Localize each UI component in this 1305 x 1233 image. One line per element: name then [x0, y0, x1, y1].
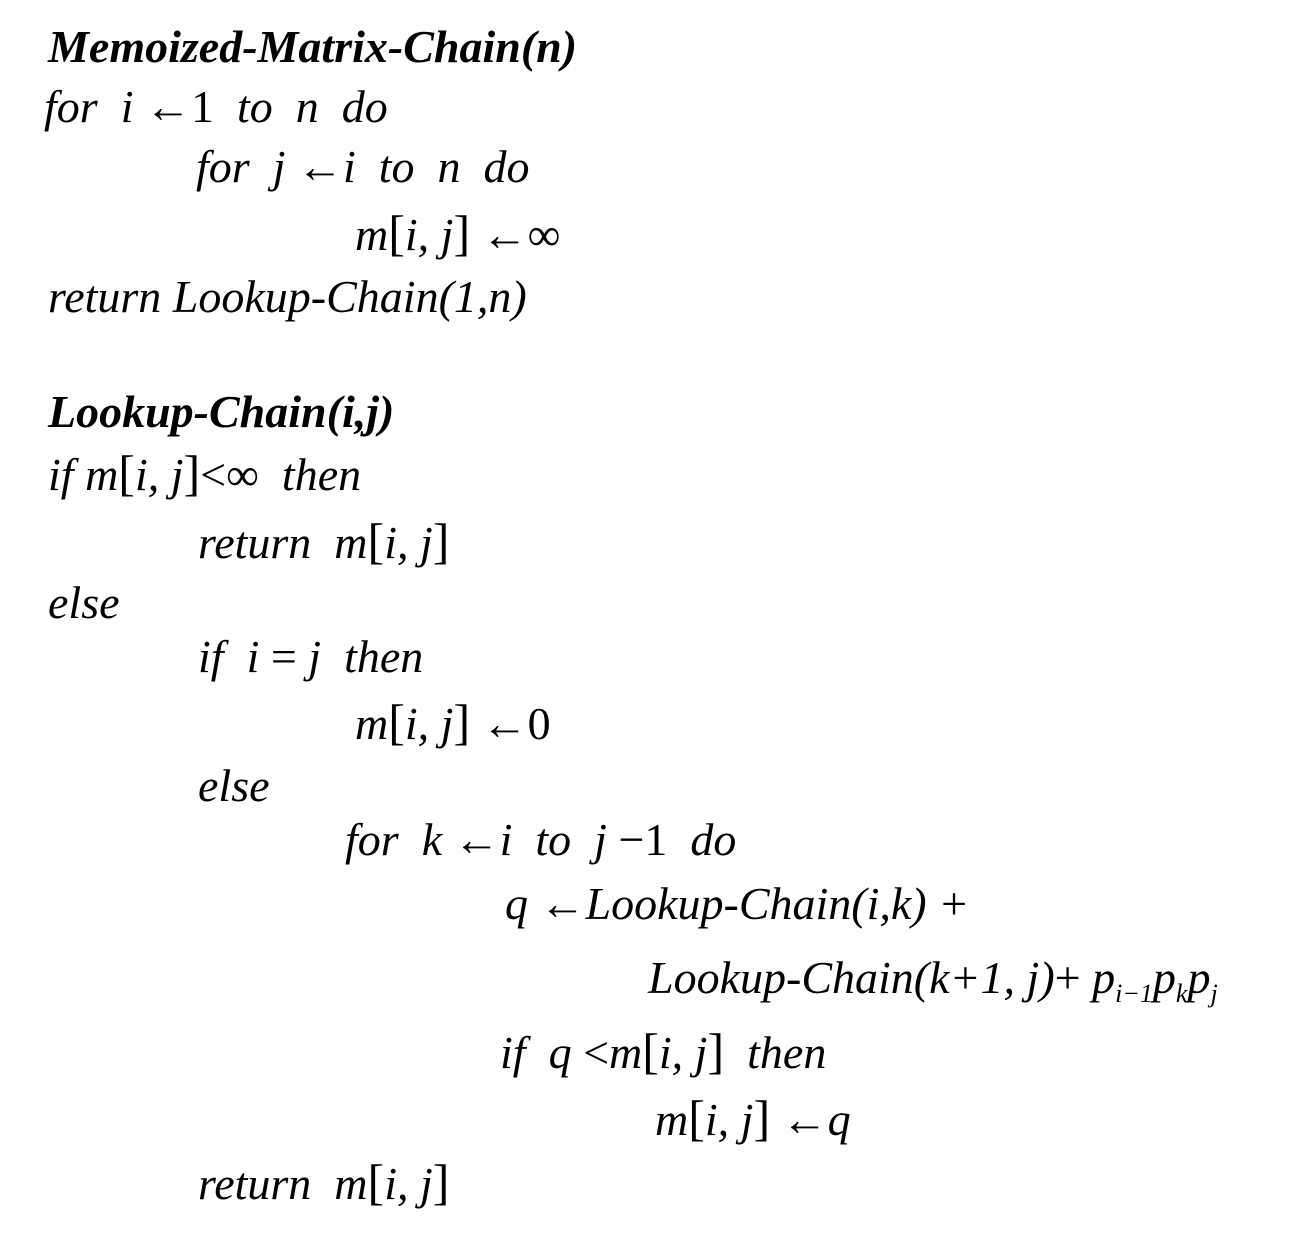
left-bracket: [ [688, 1090, 705, 1146]
algo1-title-text: Memoized-Matrix-Chain(n) [48, 21, 578, 72]
return-keyword: return [198, 517, 312, 568]
dimension-p-term [1187, 952, 1218, 1009]
algo2-if-base-case [198, 631, 424, 682]
left-bracket: [ [642, 1023, 659, 1079]
left-bracket: [ [367, 1154, 385, 1210]
dimension-p-term [1152, 952, 1188, 1009]
do-keyword: do [690, 814, 737, 865]
equals-symbol: = [270, 631, 297, 682]
right-bracket: ] [183, 445, 201, 501]
do-keyword: do [483, 141, 530, 192]
lookup-call-right: Lookup-Chain(k+1, j) [648, 952, 1055, 1003]
assign-arrow: ← [481, 698, 528, 749]
return-keyword: return [48, 271, 162, 322]
index-pair: i, j [404, 698, 454, 749]
algo1-title [48, 21, 578, 72]
index-pair: i, j [404, 209, 454, 260]
assign-arrow: ← [453, 814, 500, 865]
loop-end-j: j [594, 814, 607, 865]
p-subscript: i−1 [1115, 979, 1153, 1009]
assign-arrow: ← [296, 141, 343, 192]
lookup-call-left: Lookup-Chain(i,k) + [585, 878, 970, 929]
assign-arrow: ← [481, 209, 528, 260]
var-j: j [308, 631, 322, 682]
p-symbol: p [1152, 952, 1176, 1003]
index-pair: i, j [704, 1094, 754, 1145]
algo2-title-text: Lookup-Chain(i,j) [48, 386, 395, 437]
algo2-final-return [198, 1154, 450, 1210]
right-bracket: ] [453, 694, 471, 750]
algo2-else-inner [198, 760, 270, 811]
algo1-init-assignment [355, 205, 561, 261]
assign-arrow: ← [781, 1094, 828, 1145]
less-than-symbol: < [200, 449, 227, 500]
minus-symbol: − [618, 814, 645, 865]
infinity-symbol: ∞ [226, 449, 259, 500]
algo2-return-memo [198, 513, 450, 569]
right-bracket: ] [432, 513, 450, 569]
zero-value: 0 [527, 698, 551, 749]
index-pair: i, j [384, 517, 433, 568]
index-pair: i, j [384, 1158, 433, 1209]
var-q: q [505, 878, 528, 929]
algo2-else [48, 577, 120, 628]
p-symbol: p [1092, 952, 1116, 1003]
algo2-q-assignment-line1 [505, 878, 970, 929]
if-keyword: if [198, 631, 224, 682]
lookup-call: Lookup-Chain(1,n) [172, 271, 527, 322]
p-symbol: p [1187, 952, 1211, 1003]
matrix-m: m [85, 449, 119, 500]
assign-arrow: ← [144, 81, 191, 132]
loop-variable: k [421, 814, 443, 865]
var-q: q [548, 1027, 572, 1078]
matrix-m: m [355, 698, 389, 749]
for-keyword: for [345, 814, 399, 865]
right-bracket: ] [707, 1023, 725, 1079]
var-q: q [827, 1094, 851, 1145]
matrix-m: m [609, 1027, 643, 1078]
for-keyword: for [44, 81, 98, 132]
algo2-if-memo-check [48, 445, 362, 501]
algo2-for-split-loop [345, 814, 737, 865]
loop-variable: j [272, 141, 286, 192]
algo2-q-assignment-line2 [648, 952, 1218, 1009]
left-bracket: [ [367, 513, 385, 569]
else-keyword: else [198, 760, 270, 811]
matrix-m: m [655, 1094, 689, 1145]
then-keyword: then [747, 1027, 827, 1078]
less-than-symbol: < [583, 1027, 610, 1078]
plus-symbol: + [1054, 952, 1081, 1003]
return-keyword: return [198, 1158, 312, 1209]
index-pair: i, j [134, 449, 184, 500]
then-keyword: then [344, 631, 424, 682]
index-pair: i, j [658, 1027, 708, 1078]
algo1-return [48, 271, 527, 322]
algo2-assign-q [655, 1090, 851, 1146]
infinity-symbol: ∞ [527, 209, 561, 260]
p-subscript: k [1175, 979, 1188, 1009]
if-keyword: if [48, 449, 74, 500]
one-value: 1 [644, 814, 668, 865]
right-bracket: ] [753, 1090, 771, 1146]
right-bracket: ] [432, 1154, 450, 1210]
dimension-p-term [1092, 952, 1153, 1009]
do-keyword: do [341, 81, 388, 132]
algo1-outer-for-loop [44, 81, 388, 132]
loop-start: i [499, 814, 513, 865]
algo1-inner-for-loop [196, 141, 530, 192]
algo2-assign-zero [355, 694, 551, 750]
matrix-m: m [334, 517, 368, 568]
left-bracket: [ [388, 694, 405, 750]
to-keyword: to [378, 141, 415, 192]
algo2-title [48, 386, 395, 437]
loop-end: n [437, 141, 461, 192]
loop-start: 1 [190, 81, 214, 132]
then-keyword: then [281, 449, 362, 500]
var-i: i [246, 631, 260, 682]
loop-variable: i [120, 81, 134, 132]
else-keyword: else [48, 577, 120, 628]
loop-start: i [342, 141, 356, 192]
left-bracket: [ [388, 205, 405, 261]
matrix-m: m [355, 209, 389, 260]
right-bracket: ] [453, 205, 471, 261]
to-keyword: to [236, 81, 273, 132]
to-keyword: to [535, 814, 572, 865]
p-subscript: j [1210, 979, 1218, 1009]
algo2-if-compare [500, 1023, 827, 1079]
if-keyword: if [500, 1027, 526, 1078]
assign-arrow: ← [539, 878, 586, 929]
loop-end: n [295, 81, 319, 132]
for-keyword: for [196, 141, 250, 192]
matrix-m: m [334, 1158, 368, 1209]
left-bracket: [ [118, 445, 135, 501]
